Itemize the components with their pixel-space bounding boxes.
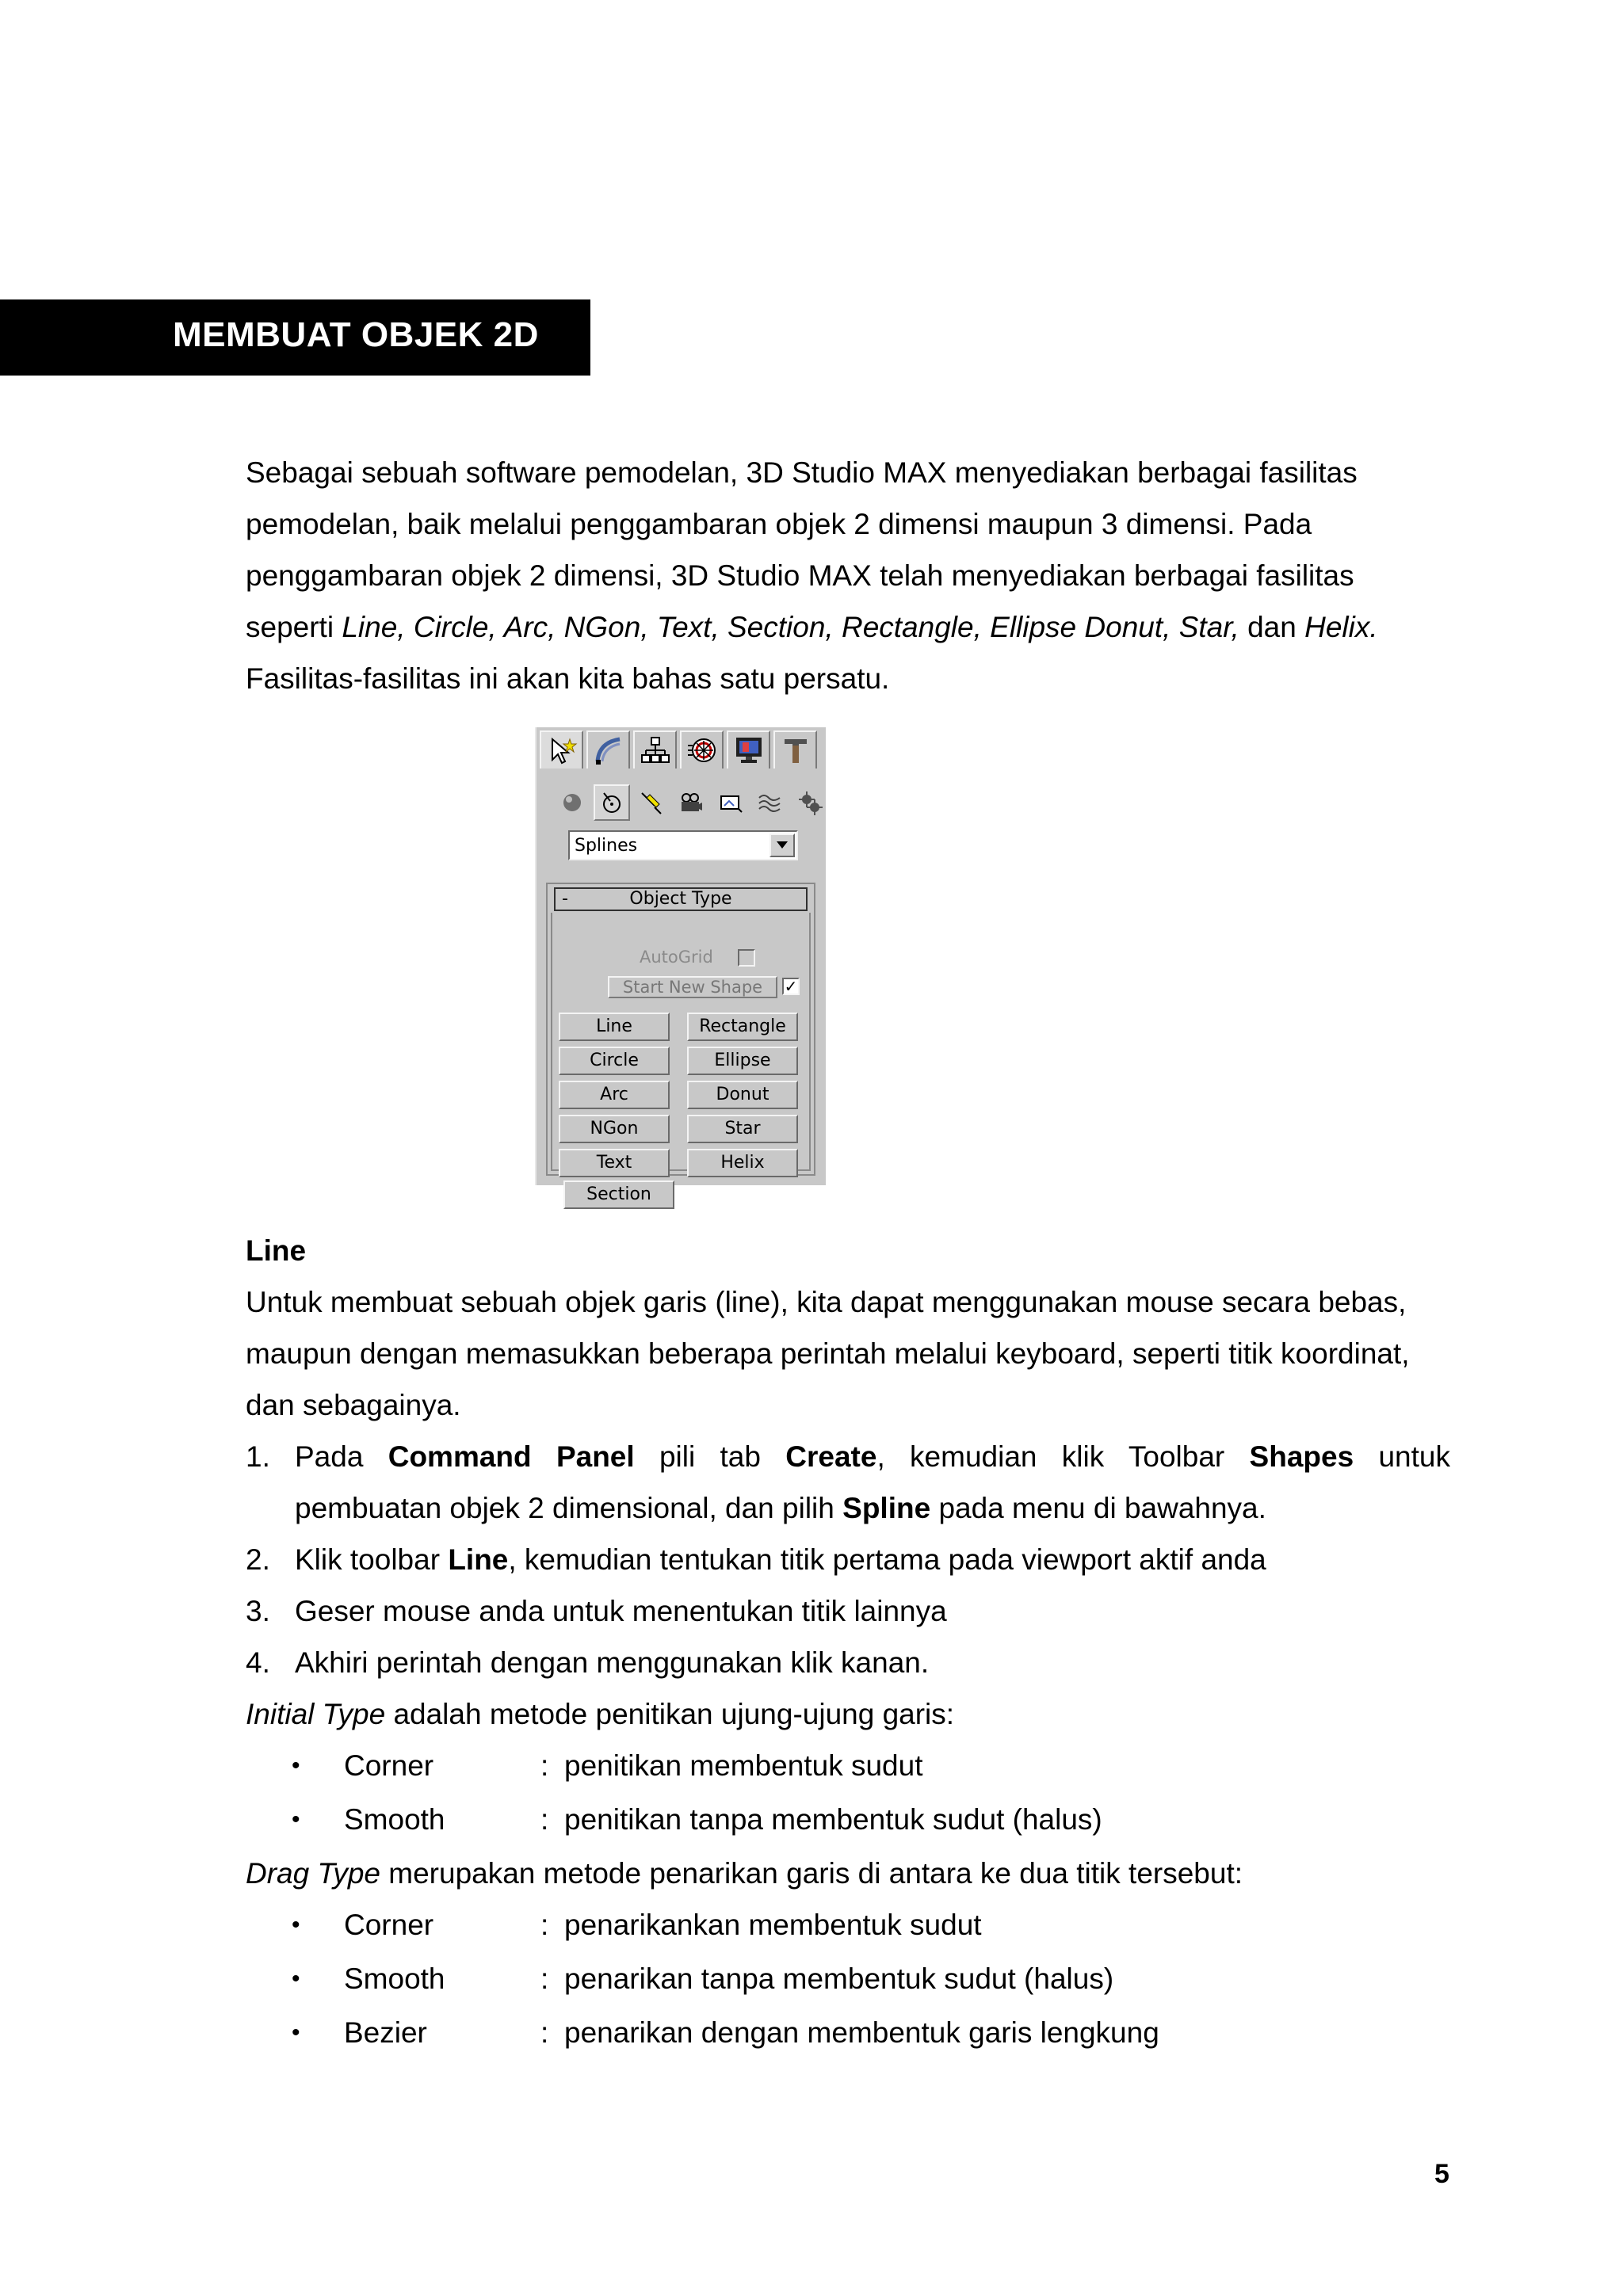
circle-button[interactable]: Circle xyxy=(559,1047,670,1075)
category-icons xyxy=(554,784,831,821)
bullet: • xyxy=(292,1806,300,1833)
rollout-title: Object Type xyxy=(629,889,732,909)
description: penarikankan membentuk sudut xyxy=(564,1909,982,1941)
list-item xyxy=(246,1637,1450,1688)
bold-run: Line xyxy=(448,1543,509,1576)
text-run: seperti xyxy=(246,611,342,643)
italic-run: Helix. xyxy=(1304,611,1378,643)
display-tab[interactable] xyxy=(727,730,770,769)
modify-tab[interactable] xyxy=(586,730,630,769)
intro-line: penggambaran objek 2 dimensi, 3D Studio MAX telah menyediakan berbagai fasilitas xyxy=(246,559,1354,592)
colon: : xyxy=(540,1909,549,1941)
term: Smooth xyxy=(344,1803,445,1836)
description: penarikan tanpa membentuk sudut (halus) xyxy=(564,1962,1114,1995)
bold-run: Command Panel xyxy=(388,1440,635,1473)
rollout-body xyxy=(551,913,811,1171)
collapse-icon: - xyxy=(562,889,568,909)
bold-run: Spline xyxy=(842,1492,931,1524)
intro-line: pemodelan, baik melalui penggambaran objek 2 dimensi maupun 3 dimensi. Pada xyxy=(246,508,1312,540)
chevron-down-icon xyxy=(777,841,788,849)
hierarchy-tab[interactable] xyxy=(633,730,677,769)
category-dropdown[interactable] xyxy=(568,830,798,860)
initial-type-list xyxy=(246,1740,1450,1848)
command-panel-tabs xyxy=(540,730,822,770)
shapes-icon xyxy=(599,790,624,815)
chapter-title-bar xyxy=(0,299,590,376)
drag-type-list xyxy=(246,1899,1450,2061)
text-run: Geser mouse anda untuk menentukan titik lainnya xyxy=(295,1595,947,1627)
description: penarikan dengan membentuk garis lengkung xyxy=(564,2016,1159,2049)
command-panel-screenshot xyxy=(535,727,826,1204)
line-section xyxy=(246,1225,1450,2061)
bullet: • xyxy=(292,1912,300,1938)
text-run: untuk xyxy=(1354,1440,1450,1473)
cameras-button[interactable] xyxy=(673,784,709,821)
list-item xyxy=(246,1740,1450,1794)
systems-button[interactable] xyxy=(792,784,828,821)
list-number: 2. xyxy=(246,1543,270,1576)
display-icon xyxy=(733,734,765,766)
intro-line: Sebagai sebuah software pemodelan, 3D Studio MAX menyediakan berbagai fasilitas xyxy=(246,456,1358,489)
list-number: 1. xyxy=(246,1440,270,1473)
arc-button[interactable]: Arc xyxy=(559,1081,670,1109)
text-run: adalah metode penitikan ujung-ujung garis: xyxy=(385,1698,955,1730)
term: Corner xyxy=(344,1749,434,1782)
start-new-shape-checkbox[interactable]: ✓ xyxy=(782,978,800,995)
page-number: 5 xyxy=(1434,2159,1449,2189)
autogrid-label: AutoGrid xyxy=(640,948,713,967)
italic-run: Line, Circle, Arc, NGon, Text, Section, Rectangle, Ellipse Donut, Star, xyxy=(342,611,1239,643)
intro-line: Fasilitas-fasilitas ini akan kita bahas satu persatu. xyxy=(246,662,890,695)
ellipse-button[interactable]: Ellipse xyxy=(687,1047,798,1075)
object-type-rollout xyxy=(546,883,815,1204)
ngon-button[interactable]: NGon xyxy=(559,1115,670,1143)
colon: : xyxy=(540,1749,549,1782)
term: Bezier xyxy=(344,2016,427,2049)
list-item xyxy=(246,1899,1450,1953)
initial-type-intro xyxy=(246,1688,1450,1740)
list-item xyxy=(246,2007,1450,2061)
text-run: pada menu di bawahnya. xyxy=(930,1492,1266,1524)
line-button[interactable]: Line xyxy=(559,1013,670,1041)
star-button[interactable]: Star xyxy=(687,1115,798,1143)
systems-icon xyxy=(797,790,823,815)
helpers-button[interactable] xyxy=(712,784,749,821)
motion-tab[interactable] xyxy=(680,730,724,769)
shapes-button[interactable] xyxy=(594,784,630,821)
geometry-button[interactable] xyxy=(554,784,590,821)
list-item xyxy=(246,1534,1450,1585)
lights-icon xyxy=(639,790,664,815)
term: Corner xyxy=(344,1909,434,1941)
lights-button[interactable] xyxy=(633,784,670,821)
list-item xyxy=(246,1953,1450,2007)
motion-icon xyxy=(686,734,718,766)
start-new-shape-label: Start New Shape xyxy=(608,976,777,998)
rectangle-button[interactable]: Rectangle xyxy=(687,1013,798,1041)
rollout-header[interactable] xyxy=(554,887,808,911)
colon: : xyxy=(540,1962,549,1995)
bold-run: Shapes xyxy=(1249,1440,1354,1473)
bullet: • xyxy=(292,1753,300,1779)
utilities-tab[interactable] xyxy=(773,730,817,769)
helix-button[interactable]: Helix xyxy=(687,1149,798,1177)
intro-line xyxy=(246,601,1450,653)
text-button[interactable]: Text xyxy=(559,1149,670,1177)
spacewarps-button[interactable] xyxy=(752,784,789,821)
para-line: Untuk membuat sebuah objek garis (line), kita dapat menggunakan mouse secara bebas, xyxy=(246,1286,1407,1318)
list-number: 3. xyxy=(246,1595,270,1627)
section-button[interactable]: Section xyxy=(563,1180,674,1209)
text-run: pili tab xyxy=(634,1440,786,1473)
spacewarps-icon xyxy=(758,790,783,815)
list-item xyxy=(246,1794,1450,1848)
drag-type-intro xyxy=(246,1848,1450,1899)
colon: : xyxy=(540,1803,549,1836)
intro-paragraph xyxy=(246,447,1450,704)
list-number: 4. xyxy=(246,1646,270,1679)
helpers-icon xyxy=(718,790,743,815)
text-run: merupakan metode penarikan garis di antara ke dua titik tersebut: xyxy=(380,1857,1243,1890)
modify-icon xyxy=(593,734,624,766)
text-run: pembuatan objek 2 dimensional, dan pilih xyxy=(295,1492,843,1524)
hierarchy-icon xyxy=(640,734,671,766)
text-run: Klik toolbar xyxy=(295,1543,449,1576)
bold-run: Create xyxy=(785,1440,877,1473)
utilities-icon xyxy=(780,734,812,766)
cameras-icon xyxy=(678,790,704,815)
bullet: • xyxy=(292,2019,300,2046)
text-run: , kemudian klik Toolbar xyxy=(876,1440,1250,1473)
bullet: • xyxy=(292,1966,300,1992)
para-line: maupun dengan memasukkan beberapa perintah melalui keyboard, seperti titik koordinat, xyxy=(246,1337,1410,1370)
dropdown-arrow-button[interactable] xyxy=(769,833,795,857)
text-run: , kemudian tentukan titik pertama pada viewport aktif anda xyxy=(508,1543,1266,1576)
text-run: dan xyxy=(1239,611,1305,643)
italic-run: Drag Type xyxy=(246,1857,380,1890)
dropdown-value: Splines xyxy=(575,836,638,856)
autogrid-checkbox[interactable] xyxy=(738,949,755,967)
text-run: Pada xyxy=(295,1440,388,1473)
list-item xyxy=(246,1585,1450,1637)
steps-list xyxy=(246,1431,1450,1688)
create-tab[interactable] xyxy=(540,730,583,769)
geometry-icon xyxy=(559,790,585,815)
text-run: Akhiri perintah dengan menggunakan klik kanan. xyxy=(295,1646,930,1679)
para-line: dan sebagainya. xyxy=(246,1389,461,1421)
colon: : xyxy=(540,2016,549,2049)
chapter-title: MEMBUAT OBJEK 2D xyxy=(173,315,539,354)
donut-button[interactable]: Donut xyxy=(687,1081,798,1109)
create-icon xyxy=(546,734,578,766)
italic-run: Initial Type xyxy=(246,1698,386,1730)
description: penitikan membentuk sudut xyxy=(564,1749,923,1782)
section-heading: Line xyxy=(246,1234,307,1267)
description: penitikan tanpa membentuk sudut (halus) xyxy=(564,1803,1102,1836)
term: Smooth xyxy=(344,1962,445,1995)
list-item xyxy=(246,1431,1450,1534)
